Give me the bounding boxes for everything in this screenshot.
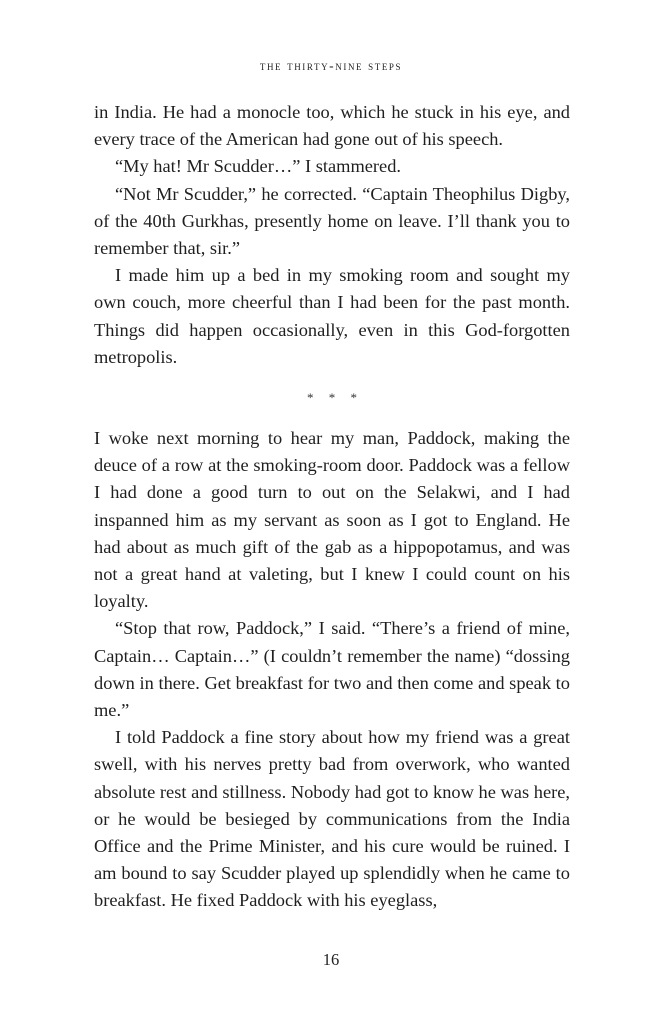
paragraph: “Stop that row, Paddock,” I said. “There’s a friend of mine, Captain… Captain…” (I couldn’t remember the name) “dossing down in there. Get breakfast for two and then come and speak to me.” xyxy=(94,618,570,721)
paragraph: in India. He had a monocle too, which he stuck in his eye, and every trace of the American had gone out of his speech. xyxy=(94,102,570,150)
page-number: 16 xyxy=(322,950,340,969)
section-break: * * * xyxy=(307,390,363,406)
paragraph: I told Paddock a fine story about how my friend was a great swell, with his nerves pretty bad from overwork, who wanted absolute rest and stillness. Nobody had got to know he was here, or he would be besieged by communications from the India Office and the Prime Minister, and his cure would be ruined. I am bound to say Scudder played up splendidly when he came to breakfast. He fixed Paddock with his eyeglass, xyxy=(94,727,570,911)
body-text xyxy=(94,99,570,915)
paragraph: “My hat! Mr Scudder…” I stammered. xyxy=(115,156,401,177)
paragraph: “Not Mr Scudder,” he corrected. “Captain Theophilus Digby, of the 40th Gurkhas, presently home on leave. I’ll thank you to remember that, sir.” xyxy=(94,183,570,259)
paragraph: I woke next morning to hear my man, Paddock, making the deuce of a row at the smoking-room door. Paddock was a fellow I had done a good turn to out on the Selakwi, and I had inspanned him as my servant as soon as I got to England. He had about as much gift of the gab as a hippopotamus, and was not a great hand at valeting, but I knew I could count on his loyalty. xyxy=(94,428,570,612)
running-head: the thirty-nine steps xyxy=(259,58,403,73)
paragraph: I made him up a bed in my smoking room and sought my own couch, more cheerful than I had been for the past month. Things did happen occasionally, even in this God-forgotten metropolis. xyxy=(94,265,570,367)
